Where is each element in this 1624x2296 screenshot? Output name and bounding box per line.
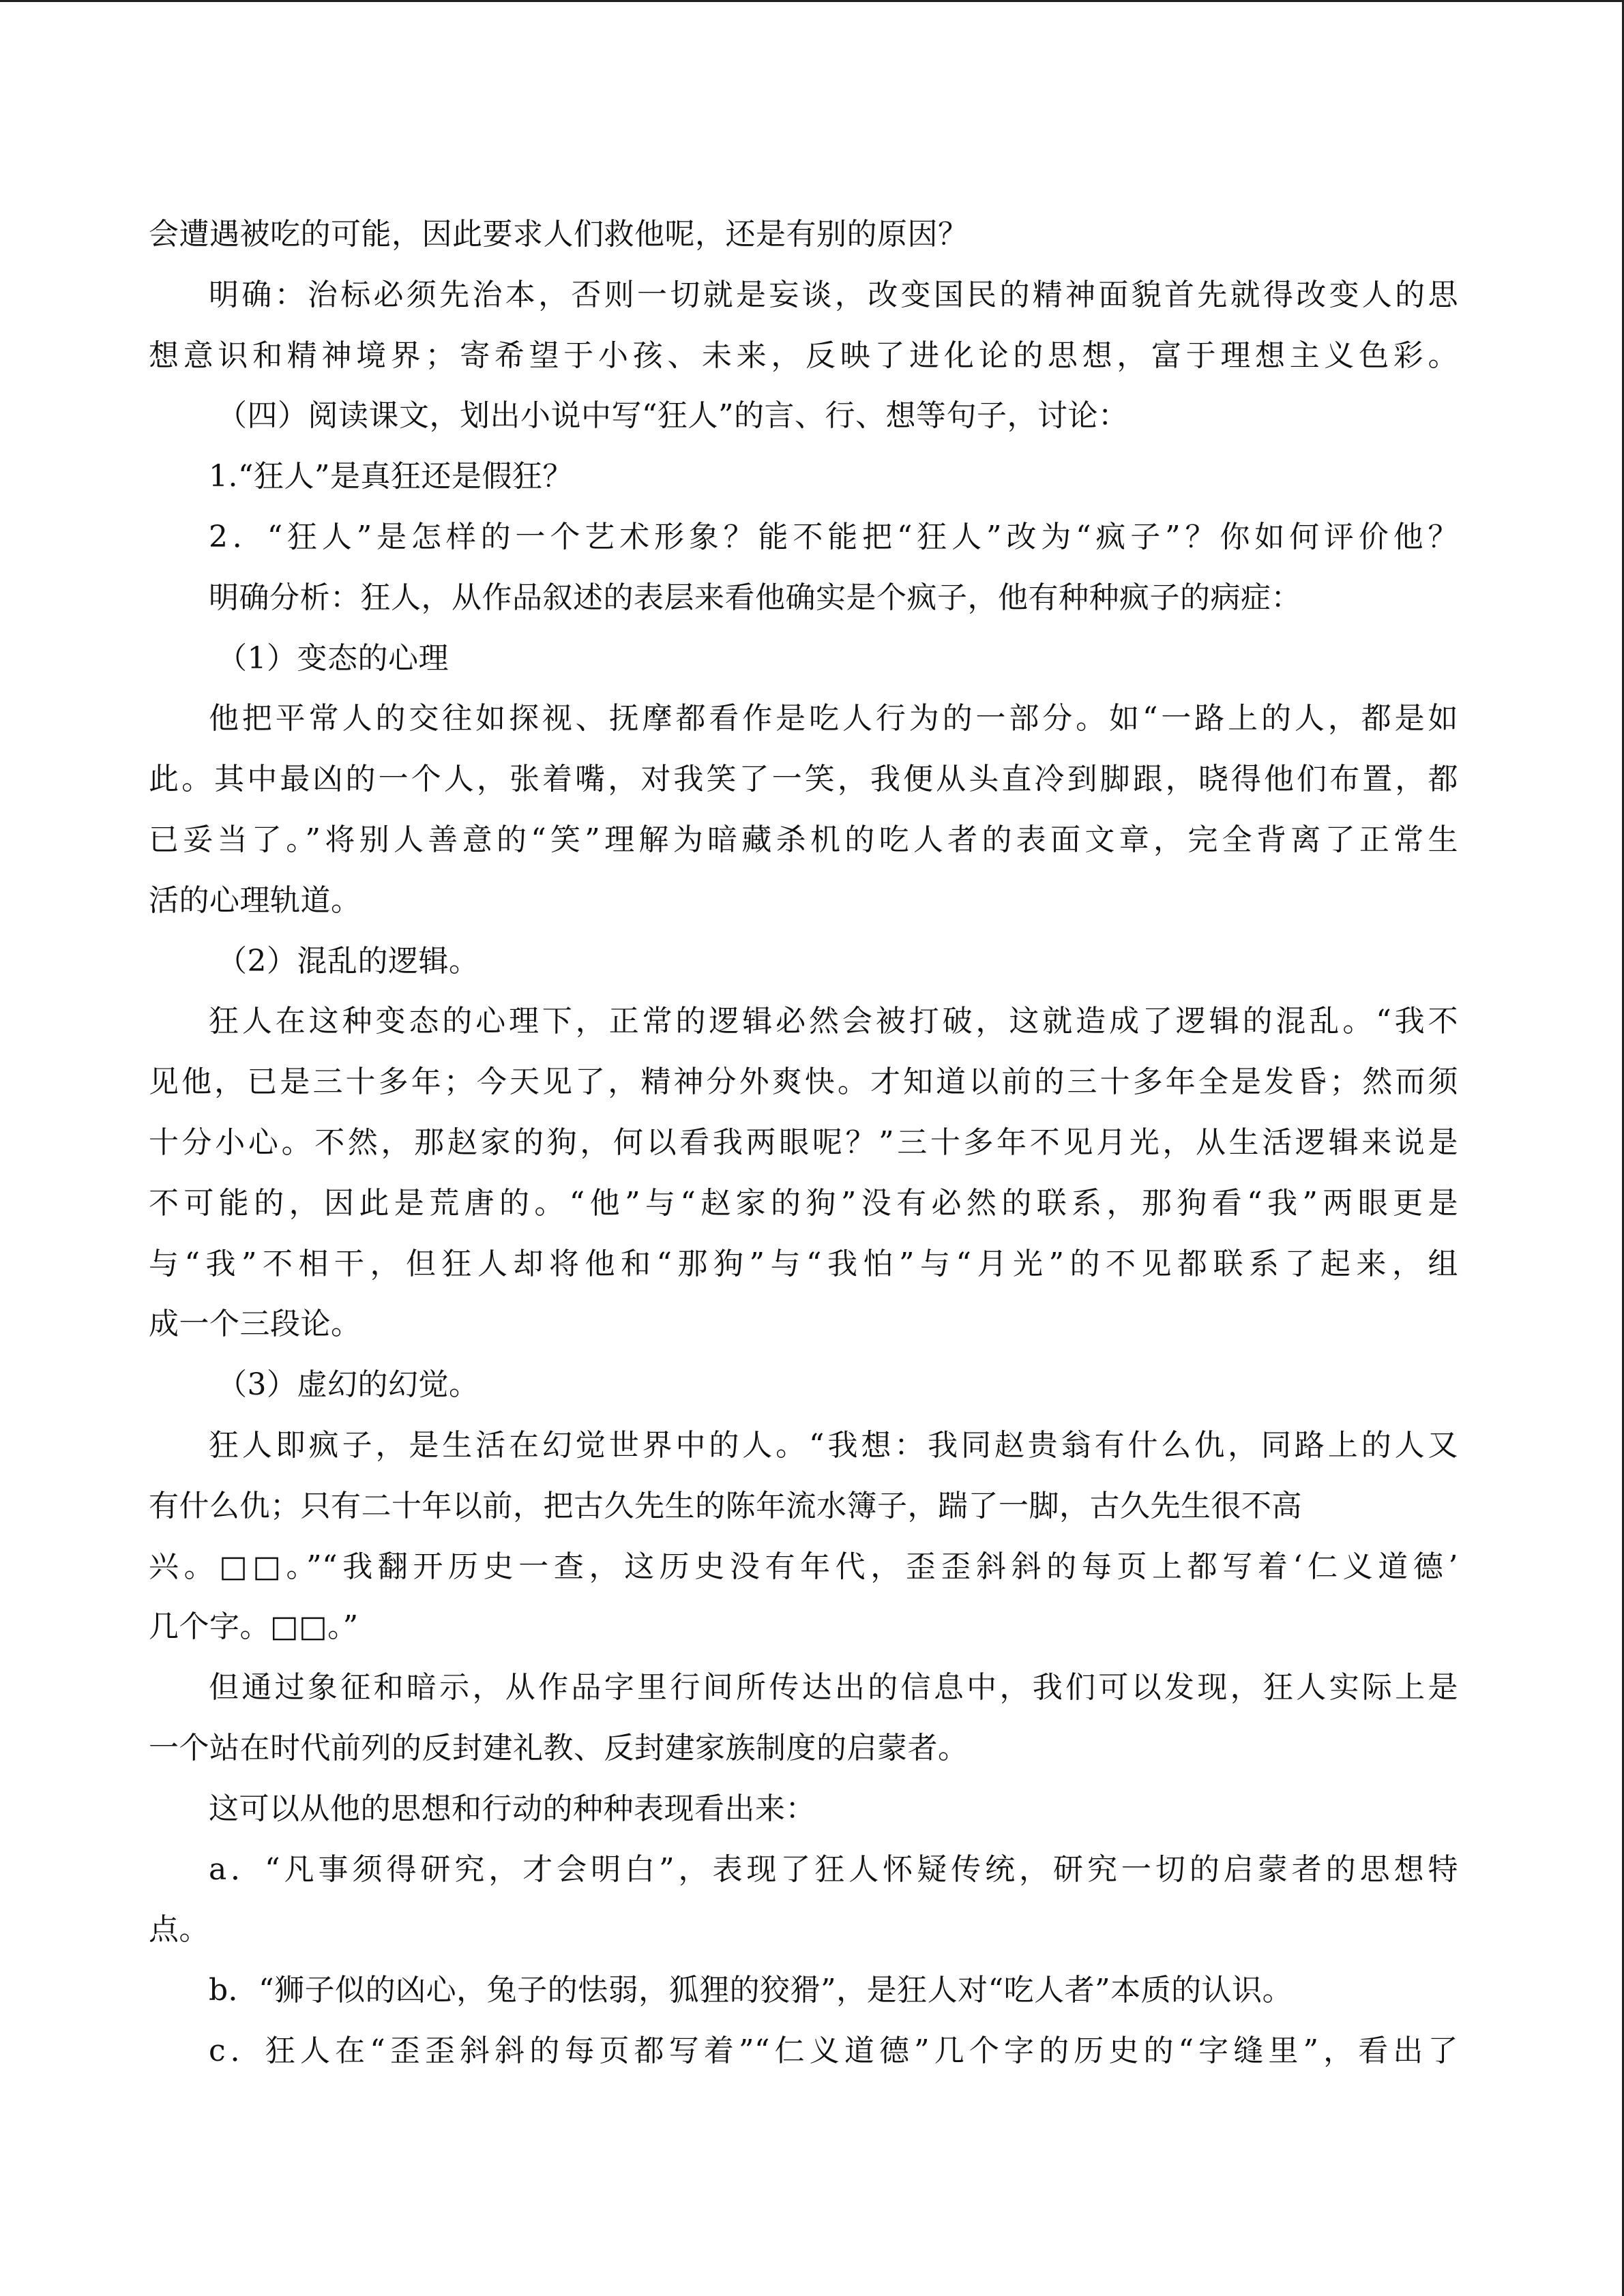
text-line: 有什么仇；只有二十年以前，把古久先生的陈年流水簿子，踹了一脚，古久先生很不高 — [149, 1488, 1302, 1523]
list-item: a．“凡事须得研究，才会明白”，表现了狂人怀疑传统，研究一切的启蒙者的思想特 — [209, 1851, 1458, 1887]
text-line: 与“我”不相干，但狂人却将他和“那狗”与“我怕”与“月光”的不见都联系了起来，组 — [149, 1246, 1458, 1281]
text-line: 几个字。□□。” — [149, 1609, 359, 1645]
text-line: 活的心理轨道。 — [149, 882, 361, 918]
text-line: 明确分析：狂人，从作品叙述的表层来看他确实是个疯子，他有种种疯子的病症： — [209, 580, 1301, 615]
text-line: 他把平常人的交往如探视、抚摩都看作是吃人行为的一部分。如“一路上的人，都是如 — [209, 701, 1458, 736]
subheading: （1）变态的心理 — [217, 640, 449, 676]
text-line: 会遭遇被吃的可能，因此要求人们救他呢，还是有别的原因？ — [149, 217, 969, 252]
subheading: （3）虚幻的幻觉。 — [217, 1367, 479, 1403]
text-line: 点。 — [149, 1912, 209, 1948]
list-item: c．狂人在“歪歪斜斜的每页都写着”“仁义道德”几个字的历史的“字缝里”，看出了 — [209, 2033, 1458, 2068]
question-item: 1.“狂人”是真狂还是假狂？ — [209, 459, 573, 494]
document-body — [149, 205, 1458, 2082]
text-line: 十分小心。不然，那赵家的狗，何以看我两眼呢？”三十多年不见月光，从生活逻辑来说是 — [149, 1124, 1458, 1160]
list-item: b．“狮子似的凶心，兔子的怯弱，狐狸的狡猾”，是狂人对“吃人者”本质的认识。 — [209, 1973, 1293, 2008]
text-line: 明确：治标必须先治本，否则一切就是妄谈，改变国民的精神面貌首先就得改变人的思 — [209, 277, 1458, 312]
text-line: 成一个三段论。 — [149, 1307, 361, 1342]
text-line: 已妥当了。”将别人善意的“笑”理解为暗藏杀机的吃人者的表面文章，完全背离了正常生 — [149, 822, 1458, 857]
text-line: 这可以从他的思想和行动的种种表现看出来： — [209, 1791, 816, 1826]
subheading: （2）混乱的逻辑。 — [217, 943, 479, 979]
text-line: 见他，已是三十多年；今天见了，精神分外爽快。才知道以前的三十多年全是发昏；然而须 — [149, 1064, 1458, 1100]
section-heading: （四）阅读课文，划出小说中写“狂人”的言、行、想等句子，讨论： — [217, 398, 1129, 434]
question-item: 2．“狂人”是怎样的一个艺术形象？能不能把“狂人”改为“疯子”？你如何评价他？ — [209, 519, 1458, 554]
text-line: 但通过象征和暗示，从作品字里行间所传达出的信息中，我们可以发现，狂人实际上是 — [209, 1670, 1458, 1705]
text-line: 兴。□□。”“我翻开历史一查，这历史没有年代，歪歪斜斜的每页上都写着‘仁义道德’ — [149, 1549, 1458, 1584]
text-line: 想意识和精神境界；寄希望于小孩、未来，反映了进化论的思想，富于理想主义色彩。 — [149, 338, 1458, 373]
text-line: 狂人即疯子，是生活在幻觉世界中的人。“我想：我同赵贵翁有什么仇，同路上的人又 — [209, 1427, 1458, 1463]
text-line: 不可能的，因此是荒唐的。“他”与“赵家的狗”没有必然的联系，那狗看“我”两眼更是 — [149, 1185, 1458, 1221]
text-line: 狂人在这种变态的心理下，正常的逻辑必然会被打破，这就造成了逻辑的混乱。“我不 — [209, 1004, 1458, 1039]
text-line: 此。其中最凶的一个人，张着嘴，对我笑了一笑，我便从头直冷到脚跟，晓得他们布置，都 — [149, 762, 1458, 797]
text-line: 一个站在时代前列的反封建礼教、反封建家族制度的启蒙者。 — [149, 1730, 969, 1765]
top-border-line — [0, 0, 1624, 2]
